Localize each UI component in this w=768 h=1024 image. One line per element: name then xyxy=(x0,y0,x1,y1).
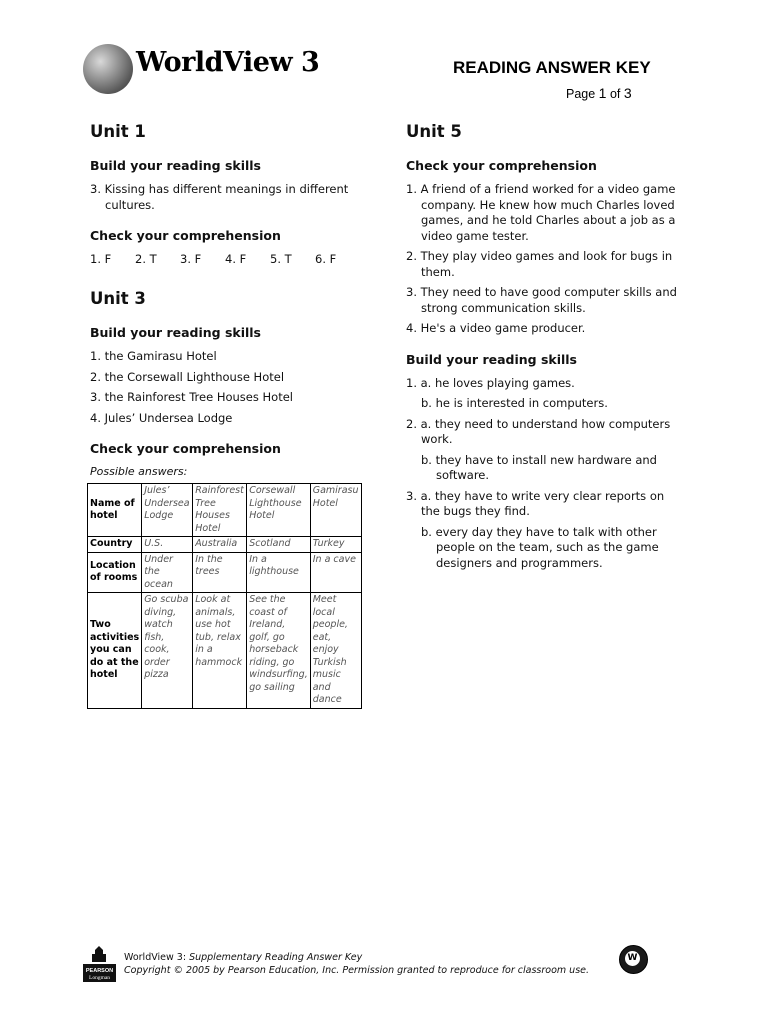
unit5-build-subitem: b. they have to install new hardware and software. xyxy=(421,452,657,482)
unit5-build-subitem: b. he is interested in computers. xyxy=(421,396,608,410)
unit5-build-heading: Build your reading skills xyxy=(406,351,578,367)
unit5-check-item: 2. They play video games and look for bugs in them. xyxy=(406,249,673,279)
answer-4: 4. F xyxy=(225,252,247,266)
table-cell: See the coast of Ireland, golf, go horseback riding, go windsurfing, go sailing xyxy=(247,593,311,709)
unit3-build-item: 3. the Rainforest Tree Houses Hotel xyxy=(90,390,293,404)
unit5-title: Unit 5 xyxy=(406,122,462,141)
table-row xyxy=(88,552,362,593)
answer-1: 1. F xyxy=(90,252,112,266)
unit3-build-item: 2. the Corsewall Lighthouse Hotel xyxy=(90,369,285,384)
table-cell: Look at animals, use hot tub, relax in a hammock xyxy=(193,593,247,709)
unit1-answers xyxy=(90,252,380,266)
unit3-build-item: 4. Jules’ Undersea Lodge xyxy=(90,410,233,425)
table-row-header: Name of hotel xyxy=(88,484,142,537)
pearson-longman-logo-icon xyxy=(83,944,116,982)
page-current: 1 xyxy=(598,85,607,101)
table-row xyxy=(88,537,362,553)
unit3-title: Unit 3 xyxy=(90,289,146,308)
table-cell: In a lighthouse xyxy=(247,552,311,593)
globe-logo-icon xyxy=(83,44,133,94)
brand-title: WorldView 3 xyxy=(136,47,320,78)
answer-6: 6. F xyxy=(315,252,337,266)
unit1-build-heading: Build your reading skills xyxy=(90,158,262,173)
svg-text:PEARSON: PEARSON xyxy=(85,968,114,974)
svg-text:Longman: Longman xyxy=(88,975,111,981)
unit1-check-heading: Check your comprehension xyxy=(90,228,281,243)
table-row-header: Two activities you can do at the hotel xyxy=(88,593,142,709)
unit5-build-item: 1. a. he loves playing games. xyxy=(406,375,575,390)
table-cell: U.S. xyxy=(142,537,193,553)
table-row xyxy=(88,484,362,537)
unit1-title: Unit 1 xyxy=(90,122,146,141)
table-cell: In the trees xyxy=(193,552,247,593)
page-prefix: Page xyxy=(566,87,599,101)
table-cell: Australia xyxy=(193,537,247,553)
unit5-check-item: 4. He's a video game producer. xyxy=(406,321,586,335)
footer-line1-title: Supplementary Reading Answer Key xyxy=(189,952,363,963)
left-column xyxy=(90,122,380,709)
right-column xyxy=(406,122,681,576)
table-cell: Go scuba diving, watch fish, cook, order pizza xyxy=(142,593,193,709)
table-cell: Scotland xyxy=(247,537,311,553)
possible-answers-label: Possible answers: xyxy=(90,465,188,478)
unit3-build-item: 1. the Gamirasu Hotel xyxy=(90,349,217,363)
table-row-header: Location of rooms xyxy=(88,552,142,593)
seal-letter: W xyxy=(625,951,640,966)
table-cell: Rainforest Tree Houses Hotel xyxy=(193,484,247,537)
hotels-table xyxy=(87,483,362,709)
footer-copyright: Copyright © 2005 by Pearson Education, Inc. Permission granted to reproduce for classroom use. xyxy=(124,965,590,976)
table-cell: Under the ocean xyxy=(142,552,193,593)
table-cell: In a cave xyxy=(310,552,361,593)
unit5-check-item: 3. They need to have good computer skills and strong communication skills. xyxy=(406,285,677,315)
unit5-build-item: 2. a. they need to understand how computers work. xyxy=(406,416,671,446)
answer-2: 2. T xyxy=(135,252,157,266)
table-cell: Meet local people, eat, enjoy Turkish music and dance xyxy=(310,593,361,709)
table-cell: Turkey xyxy=(310,537,361,553)
document-title: READING ANSWER KEY xyxy=(453,58,651,77)
unit3-check-heading: Check your comprehension xyxy=(90,441,281,456)
unit5-check-heading: Check your comprehension xyxy=(406,158,597,173)
page-number xyxy=(566,85,632,101)
page-total: 3 xyxy=(623,85,632,101)
unit5-build-item: 3. a. they have to write very clear reports on the bugs they find. xyxy=(406,488,665,518)
table-row-header: Country xyxy=(88,537,142,553)
footer-text xyxy=(124,951,589,977)
answer-3: 3. F xyxy=(180,252,202,266)
unit1-build-item: 3. Kissing has different meanings in different cultures. xyxy=(90,182,349,212)
unit5-check-item: 1. A friend of a friend worked for a video game company. He knew how much Charles loved games, and he told Charles about a job as a video game tester. xyxy=(406,182,676,243)
unit5-build-subitem: b. every day they have to talk with other people on the team, such as the game designers and programmers. xyxy=(421,524,659,570)
table-row xyxy=(88,593,362,709)
answer-5: 5. T xyxy=(270,252,292,266)
worldview-seal-icon xyxy=(619,945,648,974)
unit3-build-heading: Build your reading skills xyxy=(90,325,262,340)
table-cell: Corsewall Lighthouse Hotel xyxy=(247,484,311,537)
table-cell: Jules’ Undersea Lodge xyxy=(142,484,193,537)
table-cell: Gamirasu Hotel xyxy=(310,484,361,537)
footer-line1-prefix: WorldView 3: xyxy=(124,952,190,963)
page-of: of xyxy=(606,87,624,101)
